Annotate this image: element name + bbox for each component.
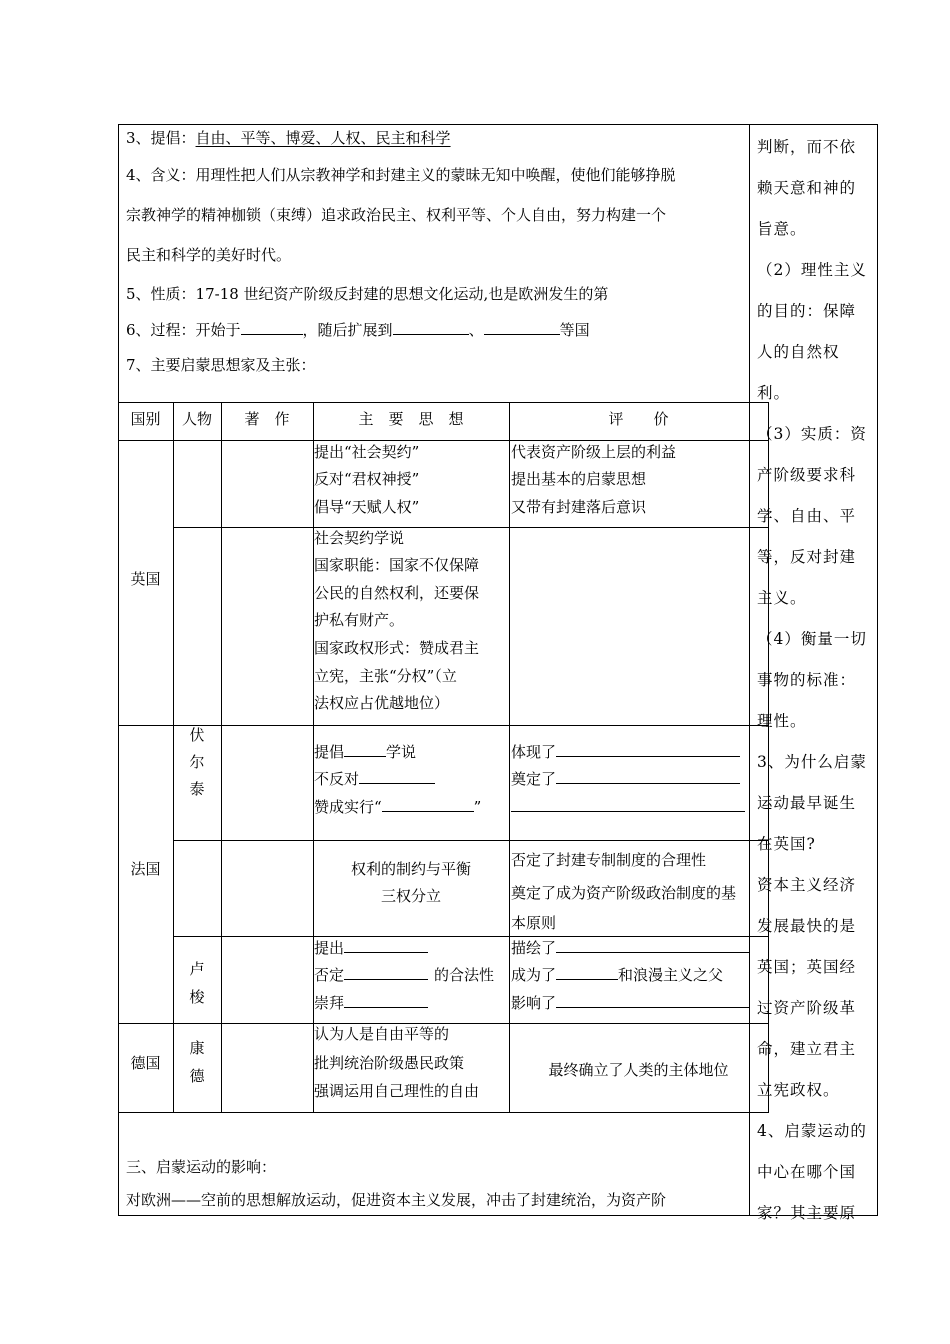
row5-idea-3a: 崇拜	[314, 994, 345, 1012]
side-line-20: 发展最快的是	[757, 917, 857, 935]
row2-idea-4: 护私有财产。	[314, 611, 405, 629]
side-line-5: 的目的：保障	[757, 302, 857, 320]
blank-expand-country-1[interactable]	[393, 318, 469, 335]
row3-idea-3b: ”	[473, 798, 482, 816]
line-5: 5、性质：17-18 世纪资产阶级反封建的思想文化运动,也是欧洲发生的第	[126, 285, 609, 303]
row5-idea-3	[314, 991, 428, 1014]
side-column-divider	[749, 124, 750, 1216]
side-line-6: 人的自然权	[757, 343, 840, 361]
country-france: 法国	[130, 860, 161, 878]
row6-idea-3: 强调运用自己理性的自由	[314, 1082, 480, 1100]
side-line-23: 命，建立君主	[757, 1040, 857, 1058]
side-line-21: 英国；英国经	[757, 958, 857, 976]
blank-became[interactable]	[556, 963, 618, 980]
blank-propose[interactable]	[344, 936, 428, 953]
blank-establish[interactable]	[556, 767, 740, 784]
row1-idea-2: 反对“君权神授”	[314, 470, 420, 488]
blank-influenced[interactable]	[556, 991, 750, 1008]
blank-worship[interactable]	[344, 991, 428, 1008]
line-4b: 宗教神学的精神枷锁（束缚）追求政治民主、权利平等、个人自由，努力构建一个	[126, 206, 667, 224]
row3-idea-1	[314, 740, 416, 763]
blank-start-country[interactable]	[241, 318, 303, 335]
row6-idea-1: 认为人是自由平等的	[314, 1025, 450, 1043]
col-divider-4	[509, 402, 510, 1112]
row5-eval-3	[511, 991, 750, 1014]
row4-idea-1: 权利的制约与平衡	[350, 860, 471, 878]
side-line-11: 等，反对封建	[757, 548, 857, 566]
row5-idea-2a: 否定	[314, 966, 345, 984]
side-line-25: 4、启蒙运动的	[757, 1122, 867, 1140]
row2-idea-3: 公民的自然权利，还要保	[314, 584, 480, 602]
row3-eval-2	[511, 767, 740, 790]
header-person: 人物	[181, 410, 212, 428]
person-rousseau-2: 梭	[189, 988, 205, 1006]
country-england: 英国	[130, 570, 161, 588]
row5-eval-1	[511, 936, 750, 959]
line-4a: 4、含义：用理性把人们从宗教神学和封建主义的蒙昧无知中唤醒，使他们能够挣脱	[126, 166, 676, 184]
line-6-a: 6、过程：开始于	[126, 321, 241, 339]
row3-idea-1a: 提倡	[314, 743, 345, 761]
row1-eval-1: 代表资产阶级上层的利益	[511, 443, 677, 461]
side-line-24: 立宪政权。	[757, 1081, 840, 1099]
row5-idea-2	[314, 963, 494, 986]
side-line-4: （2）理性主义	[757, 261, 867, 279]
side-line-22: 过资产阶级革	[757, 999, 857, 1017]
blank-deny[interactable]	[344, 963, 428, 980]
side-line-3: 旨意。	[757, 220, 807, 238]
row1-idea-1: 提出“社会契约”	[314, 443, 420, 461]
header-evaluation: 评 价	[608, 410, 669, 428]
influence-line: 对欧洲——空前的思想解放运动，促进资本主义发展，冲击了封建统治，为资产阶	[126, 1191, 667, 1209]
side-line-17: 运动最早诞生	[757, 794, 857, 812]
blank-doctrine[interactable]	[344, 740, 386, 757]
blank-not-oppose[interactable]	[359, 767, 435, 784]
row5-idea-1a: 提出	[314, 939, 345, 957]
row3-eval-1	[511, 740, 740, 763]
row3-eval-3	[511, 795, 745, 818]
row3-idea-3	[314, 795, 481, 818]
row4-idea-2: 三权分立	[380, 887, 441, 905]
side-line-18: 在英国?	[757, 835, 816, 853]
side-line-1: 判断，而不依	[757, 138, 857, 156]
side-line-16: 3、为什么启蒙	[757, 753, 867, 771]
side-notes-column	[757, 127, 875, 1234]
row3-idea-1b: 学说	[386, 743, 417, 761]
germany-bottom	[118, 1112, 769, 1113]
side-line-9: 产阶级要求科	[757, 466, 857, 484]
line-6-b: ，随后扩展到	[302, 321, 393, 339]
side-line-2: 赖天意和神的	[757, 179, 857, 197]
row2-idea-5: 国家政权形式：赞成君主	[314, 639, 480, 657]
person-kant-2: 德	[189, 1067, 205, 1085]
row5-eval-2a: 成为了	[511, 966, 557, 984]
row1-idea-3: 倡导“天赋人权”	[314, 498, 420, 516]
header-main-ideas: 主 要 思 想	[358, 410, 464, 428]
row5-eval-2b: 和浪漫主义之父	[618, 966, 724, 984]
blank-depict[interactable]	[556, 936, 750, 953]
row2-idea-2: 国家职能：国家不仅保障	[314, 556, 480, 574]
person-voltaire-1: 伏	[189, 726, 205, 744]
side-line-8: （3）实质：资	[757, 425, 867, 443]
line-3-value: 自由、平等、博爱、人权、民主和科学	[195, 129, 451, 147]
blank-eval-extra[interactable]	[511, 795, 745, 812]
blank-implement[interactable]	[382, 795, 474, 812]
side-line-14: 事物的标准：	[757, 671, 857, 689]
header-works: 著 作	[244, 410, 290, 428]
row1-eval-3: 又带有封建落后意识	[511, 498, 647, 516]
line-6-d: 等国	[559, 321, 590, 339]
row6-idea-2: 批判统治阶级愚民政策	[314, 1054, 465, 1072]
outer-top-border	[118, 124, 878, 125]
row4-eval-3: 本原则	[511, 914, 557, 932]
header-country: 国别	[130, 410, 161, 428]
row2-idea-6: 立宪，主张“分权”（立	[314, 667, 457, 685]
row3-idea-2	[314, 767, 435, 790]
col-divider-2	[221, 402, 222, 1112]
side-line-15: 理性。	[757, 712, 807, 730]
voltaire-bottom	[173, 840, 769, 841]
side-line-13: （4）衡量一切	[757, 630, 867, 648]
side-line-10: 学、自由、平	[757, 507, 857, 525]
line-7: 7、主要启蒙思想家及主张：	[126, 356, 316, 374]
influence-heading: 三、启蒙运动的影响：	[126, 1158, 277, 1176]
row3-idea-3a: 赞成实行“	[314, 798, 382, 816]
row3-idea-2a: 不反对	[314, 770, 360, 788]
side-line-7: 利。	[757, 384, 791, 402]
row2-idea-7: 法权应占优越地位）	[314, 694, 450, 712]
line-6-c: 、	[468, 321, 484, 339]
row1-eval-2: 提出基本的启蒙思想	[511, 470, 647, 488]
person-voltaire-2: 尔	[189, 753, 205, 771]
row5-idea-1	[314, 936, 428, 959]
side-line-27: 家？其主要原	[757, 1204, 857, 1222]
person-voltaire-3: 泰	[189, 780, 205, 798]
person-kant-1: 康	[189, 1039, 205, 1057]
row5-eval-3a: 影响了	[511, 994, 557, 1012]
row4-eval-1: 否定了封建专制制度的合理性	[511, 851, 707, 869]
row4-eval-2: 奠定了成为资产阶级政治制度的基	[511, 884, 737, 902]
blank-expand-country-2[interactable]	[484, 318, 560, 335]
row3-eval-1a: 体现了	[511, 743, 557, 761]
row2-idea-1: 社会契约学说	[314, 529, 405, 547]
side-line-19: 资本主义经济	[757, 876, 857, 894]
line-3	[126, 127, 451, 149]
row5-eval-1a: 描绘了	[511, 939, 557, 957]
line-3-prefix: 3、提倡：	[126, 129, 196, 147]
line-4c: 民主和科学的美好时代。	[126, 246, 292, 264]
row5-eval-2	[511, 963, 723, 986]
row1-bottom	[173, 527, 769, 528]
person-rousseau-1: 卢	[189, 960, 205, 978]
row3-eval-2a: 奠定了	[511, 770, 557, 788]
blank-reflect[interactable]	[556, 740, 740, 757]
table-top-border	[118, 402, 769, 403]
line-6	[126, 318, 590, 341]
side-line-12: 主义。	[757, 589, 807, 607]
side-line-26: 中心在哪个国	[757, 1163, 857, 1181]
row6-eval: 最终确立了人类的主体地位	[548, 1061, 729, 1079]
row5-idea-2b: 的合法性	[434, 966, 495, 984]
country-germany: 德国	[130, 1054, 161, 1072]
outer-right-border	[877, 124, 878, 1216]
